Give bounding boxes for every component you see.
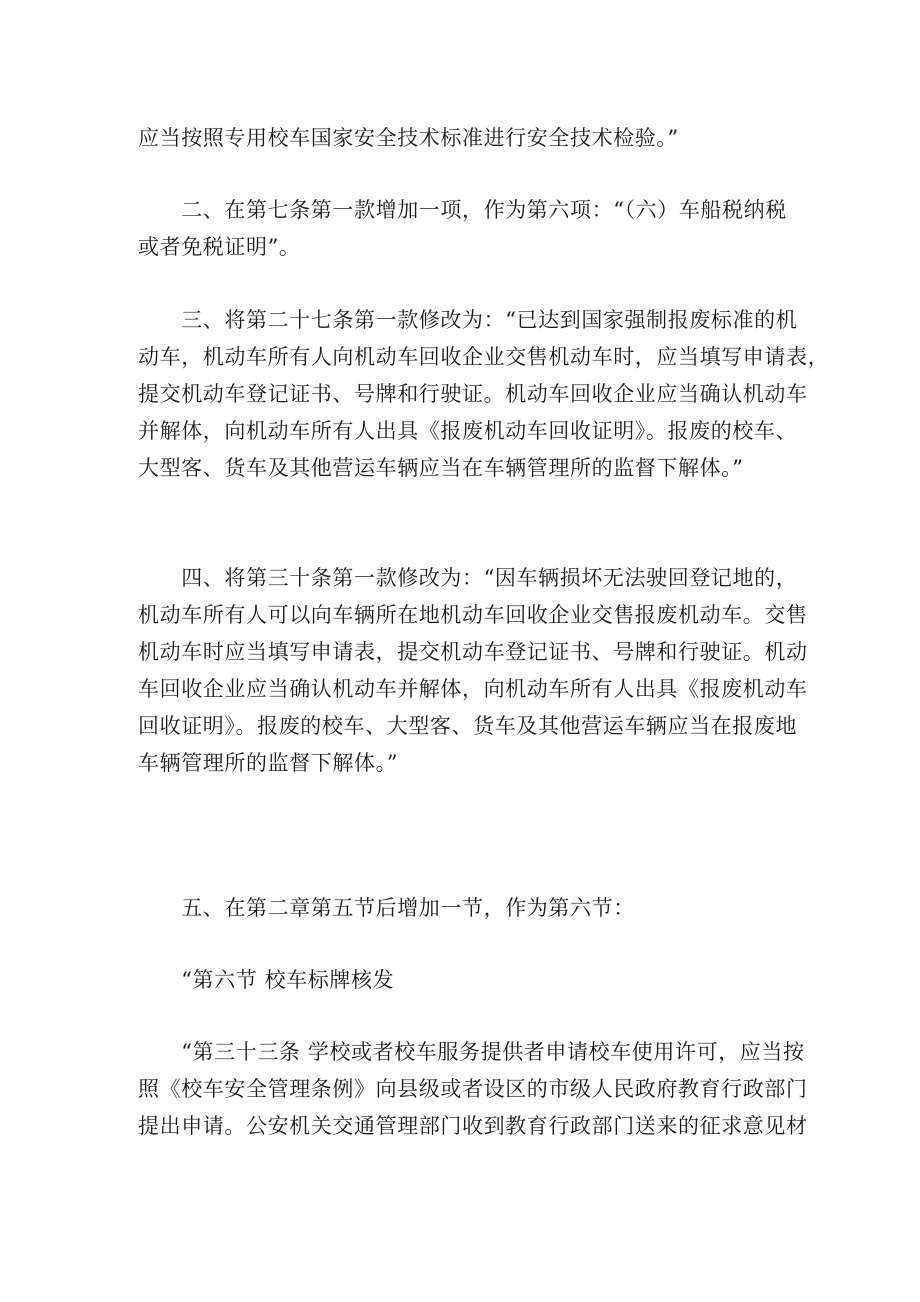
text-line: 二、在第七条第一款增加一项，作为第六项：“（六）车船税纳税 [138,198,787,222]
text-line: “第六节 校车标牌核发 [138,968,395,992]
section-heading [138,962,798,999]
text-line: 回收证明》。报废的校车、大型客、货车及其他营运车辆应当在报废地 [138,714,798,738]
text-line: 提出申请。公安机关交通管理部门收到教育行政部门送来的征求意见材 [138,1114,808,1138]
paragraph-article-33 [138,1034,808,1145]
text-line: 提交机动车登记证书、号牌和行驶证。机动车回收企业应当确认机动车 [138,382,808,406]
text-line: 车回收企业应当确认机动车并解体，向机动车所有人出具《报废机动车 [138,677,808,701]
text-line: 应当按照专用校车国家安全技术标准进行安全技术检验。” [138,126,679,150]
text-line: 大型客、货车及其他营运车辆应当在车辆管理所的监督下解体。” [138,456,744,480]
paragraph-item-five [138,890,798,927]
text-line: 并解体，向机动车所有人出具《报废机动车回收证明》。报废的校车、 [138,419,798,443]
text-line: 五、在第二章第五节后增加一节，作为第六节： [138,896,635,920]
text-line: 动车，机动车所有人向机动车回收企业交售机动车时，应当填写申请表， [138,345,830,369]
text-line: 三、将第二十七条第一款修改为：“已达到国家强制报废标准的机 [138,308,798,332]
paragraph-item-two [138,192,798,266]
text-line: 机动车所有人可以向车辆所在地机动车回收企业交售报废机动车。交售 [138,603,808,627]
paragraph-item-three [138,302,830,487]
text-line: 四、将第三十条第一款修改为：“因车辆损坏无法驶回登记地的， [138,566,798,590]
paragraph-inspection-tail [138,120,798,157]
text-line: 机动车时应当填写申请表，提交机动车登记证书、号牌和行驶证。机动 [138,640,808,664]
paragraph-item-four [138,560,808,782]
text-line: 车辆管理所的监督下解体。” [138,751,399,775]
text-line: 照《校车安全管理条例》向县级或者设区的市级人民政府教育行政部门 [138,1077,808,1101]
text-line: 或者免税证明”。 [138,235,301,259]
text-line: “第三十三条 学校或者校车服务提供者申请校车使用许可，应当按 [138,1040,805,1064]
